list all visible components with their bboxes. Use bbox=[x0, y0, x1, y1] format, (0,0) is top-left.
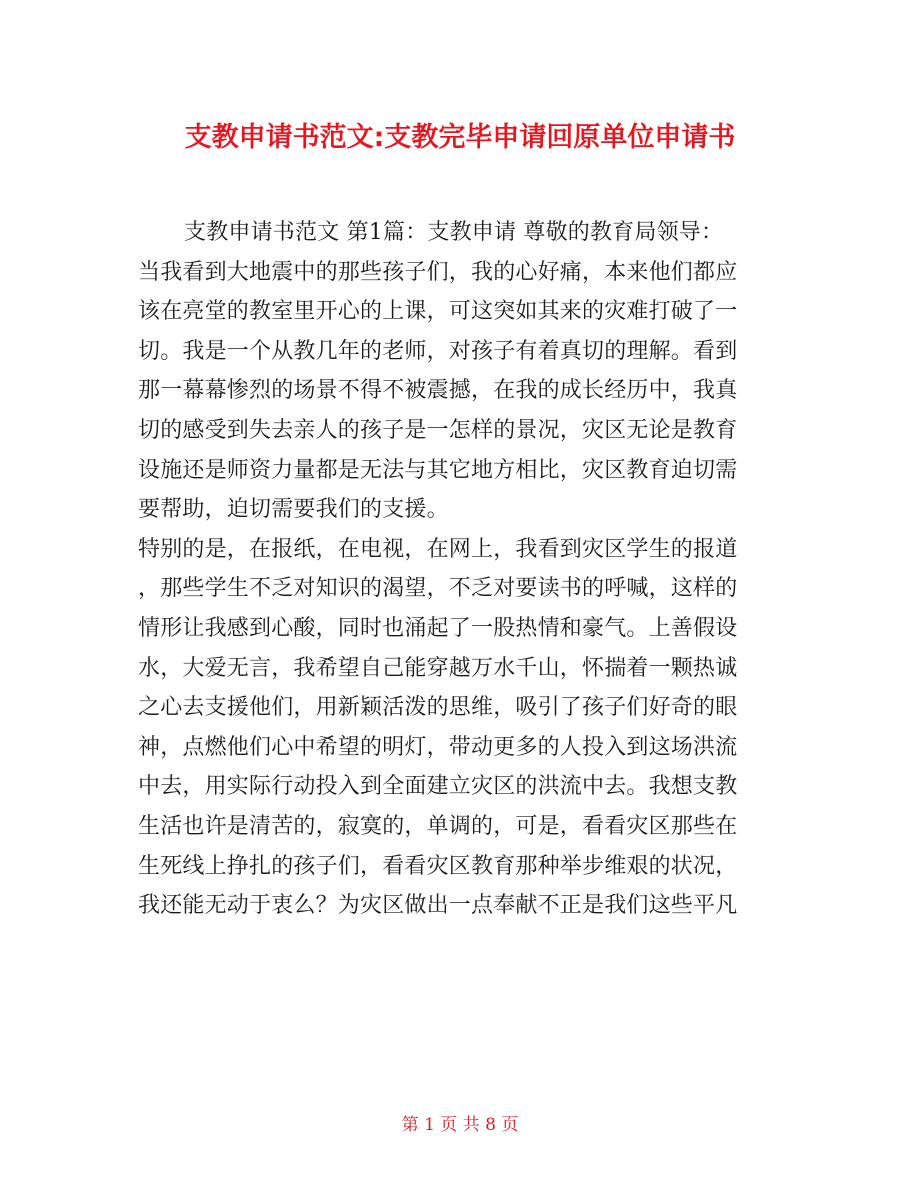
paragraph-line: 当我看到大地震中的那些孩子们，我的心好痛，本来他们都应 bbox=[138, 259, 738, 285]
paragraph-line: 神，点燃他们心中希望的明灯，带动更多的人投入到这场洪流 bbox=[138, 734, 738, 760]
paragraph-line: ，那些学生不乏对知识的渴望，不乏对要读书的呼喊，这样的 bbox=[138, 576, 738, 602]
paragraph-line: 我还能无动于衷么？为灾区做出一点奉献不正是我们这些平凡 bbox=[138, 893, 738, 919]
paragraph-line: 水，大爱无言，我希望自己能穿越万水千山，怀揣着一颗热诚 bbox=[138, 655, 738, 681]
paragraph-line: 特别的是，在报纸，在电视，在网上，我看到灾区学生的报道 bbox=[138, 536, 738, 562]
paragraph-line: 之心去支援他们，用新颖活泼的思维，吸引了孩子们好奇的眼 bbox=[138, 695, 738, 721]
document-title: 支教申请书范文:支教完毕申请回原单位申请书 bbox=[184, 122, 736, 153]
paragraph-line: 支教申请书范文 第1篇：支教申请 尊敬的教育局领导： bbox=[184, 220, 724, 245]
paragraph-line: 情形让我感到心酸，同时也涌起了一股热情和豪气。上善假设 bbox=[138, 615, 738, 641]
paragraph-line: 那一幕幕惨烈的场景不得不被震撼，在我的成长经历中，我真 bbox=[138, 378, 738, 404]
paragraph-line: 该在亮堂的教室里开心的上课，可这突如其来的灾难打破了一 bbox=[138, 299, 738, 325]
paragraph-line: 切。我是一个从教几年的老师，对孩子有着真切的理解。看到 bbox=[138, 338, 738, 364]
document-body bbox=[138, 213, 786, 926]
paragraph-line: 设施还是师资力量都是无法与其它地方相比，灾区教育迫切需 bbox=[138, 457, 738, 483]
paragraph-line: 生活也许是清苦的，寂寞的，单调的，可是，看看灾区那些在 bbox=[138, 813, 738, 839]
paragraph-line: 中去，用实际行动投入到全面建立灾区的洪流中去。我想支教 bbox=[138, 774, 738, 800]
paragraph-line: 要帮助，迫切需要我们的支援。 bbox=[138, 497, 449, 523]
paragraph-line: 切的感受到失去亲人的孩子是一怎样的景况，灾区无论是教育 bbox=[138, 417, 738, 443]
paragraph-line: 生死线上挣扎的孩子们，看看灾区教育那种举步维艰的状况， bbox=[138, 853, 738, 879]
page-number-footer: 第 1 页 共 8 页 bbox=[401, 1115, 519, 1135]
